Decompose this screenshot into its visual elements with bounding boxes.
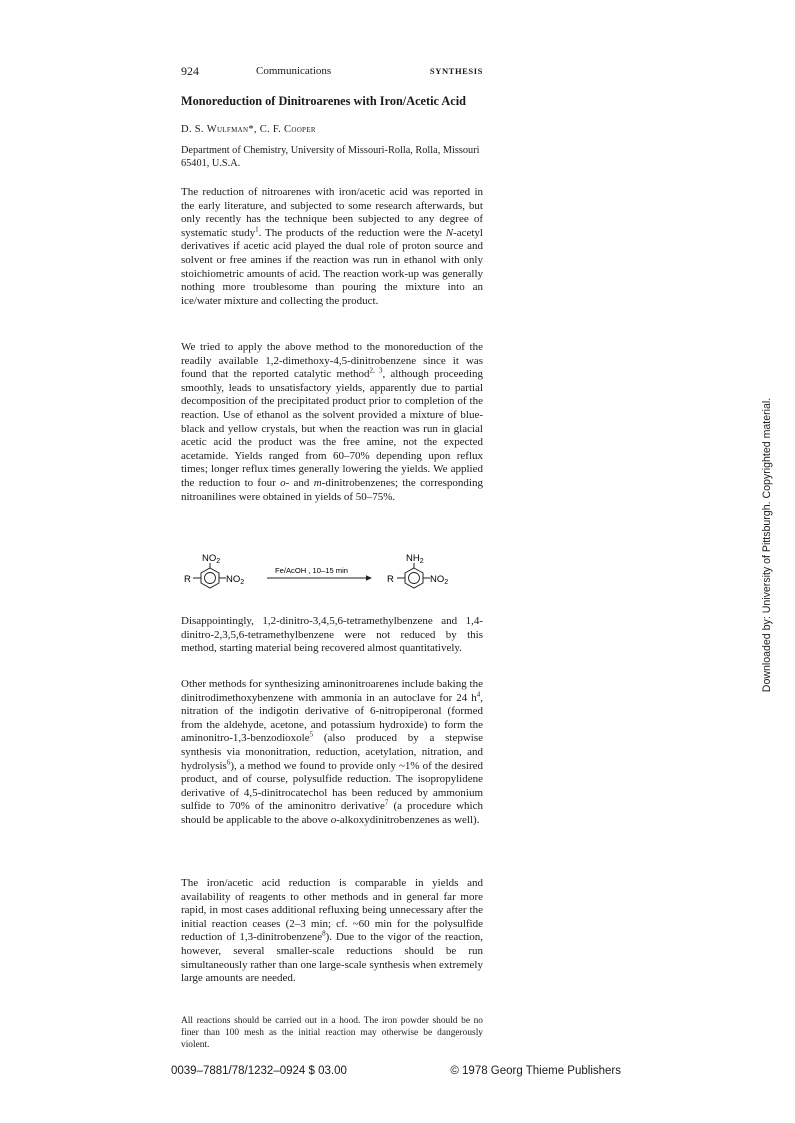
corresponding-mark: *, — [248, 124, 260, 135]
body-paragraph-4 — [181, 678, 483, 828]
product-r-group: R — [387, 574, 394, 585]
author1-surname: Wulfman — [206, 124, 249, 135]
section-name: Communications — [256, 65, 332, 77]
reactant-structure — [184, 553, 244, 588]
download-notice: Downloaded by: University of Pittsburgh. Copyrighted material. — [761, 397, 773, 693]
article-title: Monoreduction of Dinitroarenes with Iron/Acetic Acid — [181, 94, 466, 108]
page-number: 924 — [181, 64, 199, 78]
text-run: , nitration of the indigotin derivative of 6-nitropiperonal (formed from the aldehyde, acetone, and potassium hydroxide) to form the aminonitro-1,3-benzodioxole — [181, 691, 483, 745]
reactant-r-group: R — [184, 574, 191, 585]
italic-text: m — [313, 476, 322, 489]
running-header — [181, 64, 483, 80]
italic-text: N — [445, 226, 454, 239]
author-line — [181, 124, 316, 135]
text-run: ). Due to the vigor of the reaction, however, several smaller-scale reductions should be run simultaneously rather than one large-scale synthesis when extremely large amounts are needed. — [181, 931, 483, 985]
author1-initials: D. S. — [181, 124, 207, 135]
journal-name: SYNTHESIS — [429, 66, 483, 76]
product-top-group: $NH_2$ — [406, 553, 424, 565]
page-footer — [171, 1065, 621, 1081]
text-run: -acetyl derivatives if acetic acid played the dual role of proton source and solvent or free amines if the reaction was run in ethanol with only stoichiometric amounts of acid. The reaction work-up was generally nothing more troublesome than pouring the mixture into an ice/water mixture and collecting the product. — [181, 226, 483, 307]
text-run: The reduction of nitroarenes with iron/acetic acid was reported in the early literature, and subjected to some research afterwards, but only recently has the technique been subjected to any degree of systematic study — [181, 186, 483, 239]
text-run: We tried to apply the above method to the monoreduction of the readily available 1,2-dimethoxy-4,5-dinitrobenzene since it was found that the reported catalytic method — [181, 341, 483, 381]
reference-superscript: 8 — [322, 929, 326, 938]
body-paragraph-3: Disappointingly, 1,2-dinitro-3,4,5,6-tetramethylbenzene and 1,4-dinitro-2,3,5,6-tetramethylbenzene were not reduced by this method, starting material being recovered almost quantitatively. — [181, 615, 483, 655]
reaction-conditions: Fe/AcOH , 10–15 min — [275, 566, 349, 575]
reference-superscript: 2, 3 — [369, 366, 383, 375]
reaction-scheme — [181, 552, 483, 608]
italic-text: o- — [280, 476, 290, 489]
text-run: The iron/acetic acid reduction is comparable in yields and availability of reagents to other methods and in general far more rapid, in most cases additional refluxing being unnecessary after the initial reaction ceases (2–3 min; cf. ~60 min for the polysulfide reduction of 1,3-dinitrobenzene — [181, 877, 483, 944]
body-paragraph-2 — [181, 341, 483, 504]
reference-superscript: 1 — [255, 225, 259, 234]
reaction-arrow-head — [366, 575, 372, 581]
product-benzene-ring — [405, 568, 423, 588]
copyright-notice: © 1978 Georg Thieme Publishers — [450, 1065, 621, 1077]
product-right-group: $NO_2$ — [430, 574, 449, 586]
text-run: . The products of the reduction were the — [258, 226, 446, 239]
reactant-aromatic-circle — [205, 573, 216, 584]
product-structure — [387, 553, 448, 588]
reference-superscript: 6 — [226, 757, 231, 766]
scheme-graphic — [181, 552, 483, 608]
text-run: -dinitrobenzenes; the corresponding nitroanilines were obtained in yields of 50–75%. — [181, 476, 483, 503]
issn-price: 0039–7881/78/1232–0924 $ 03.00 — [171, 1065, 347, 1077]
body-paragraph-1 — [181, 186, 483, 308]
author2-initials: C. F. — [259, 124, 285, 135]
reaction-arrow — [267, 566, 372, 581]
reactant-top-group: $NO_2$ — [202, 553, 221, 565]
text-run: -alkoxydinitrobenzenes as well). — [336, 813, 480, 826]
text-run: (also produced by a stepwise synthesis via mononitration, reduction, acetylation, nitration, and hydrolysis — [181, 732, 483, 772]
reactant-benzene-ring — [201, 568, 219, 588]
safety-footnote: All reactions should be carried out in a hood. The iron powder should be no finer than 100 mesh as the initial reaction may otherwise be dangerously violent. — [181, 1016, 483, 1050]
reference-superscript: 4 — [476, 689, 481, 698]
text-run: ), a method we found to provide only ~1% of the desired product, and of course, polysulfide reduction. The isopropylidene derivative of 4,5-dinitrocatechol has been reduced by ammonium sulfide to 70% of the aminonitro derivative — [181, 759, 483, 813]
text-run: (a procedure which should be applicable to the above — [181, 800, 483, 826]
reference-superscript: 5 — [309, 730, 314, 739]
reactant-right-group: $NO_2$ — [226, 574, 245, 586]
text-run: , although proceeding smoothly, leads to unsatisfactory yields, apparently due to partial decomposition of the precipitated product prior to completion of the reaction. Use of ethanol as the solvent provided a mixture of blue-black and yellow crystals, but when the reaction was run in glacial acetic acid the product was the free amine, not the expected acetamide. Yields ranged from 60–70% depending upon reflux times; longer reflux times generally lowering the yields. We applied the reduction to four — [181, 368, 483, 489]
text-run: Other methods for synthesizing aminonitroarenes include baking the dinitrodimethoxybenzene with ammonia in an autoclave for 24 h — [181, 678, 483, 704]
text-run: and — [289, 476, 314, 489]
download-notice-sidebar — [759, 397, 775, 693]
affiliation: Department of Chemistry, University of Missouri-Rolla, Rolla, Missouri 65401, U.S.A. — [181, 145, 480, 169]
author2-surname: Cooper — [284, 124, 316, 135]
reference-superscript: 7 — [384, 798, 389, 807]
product-aromatic-circle — [409, 573, 420, 584]
body-paragraph-5 — [181, 877, 483, 986]
italic-text: o — [330, 813, 337, 826]
